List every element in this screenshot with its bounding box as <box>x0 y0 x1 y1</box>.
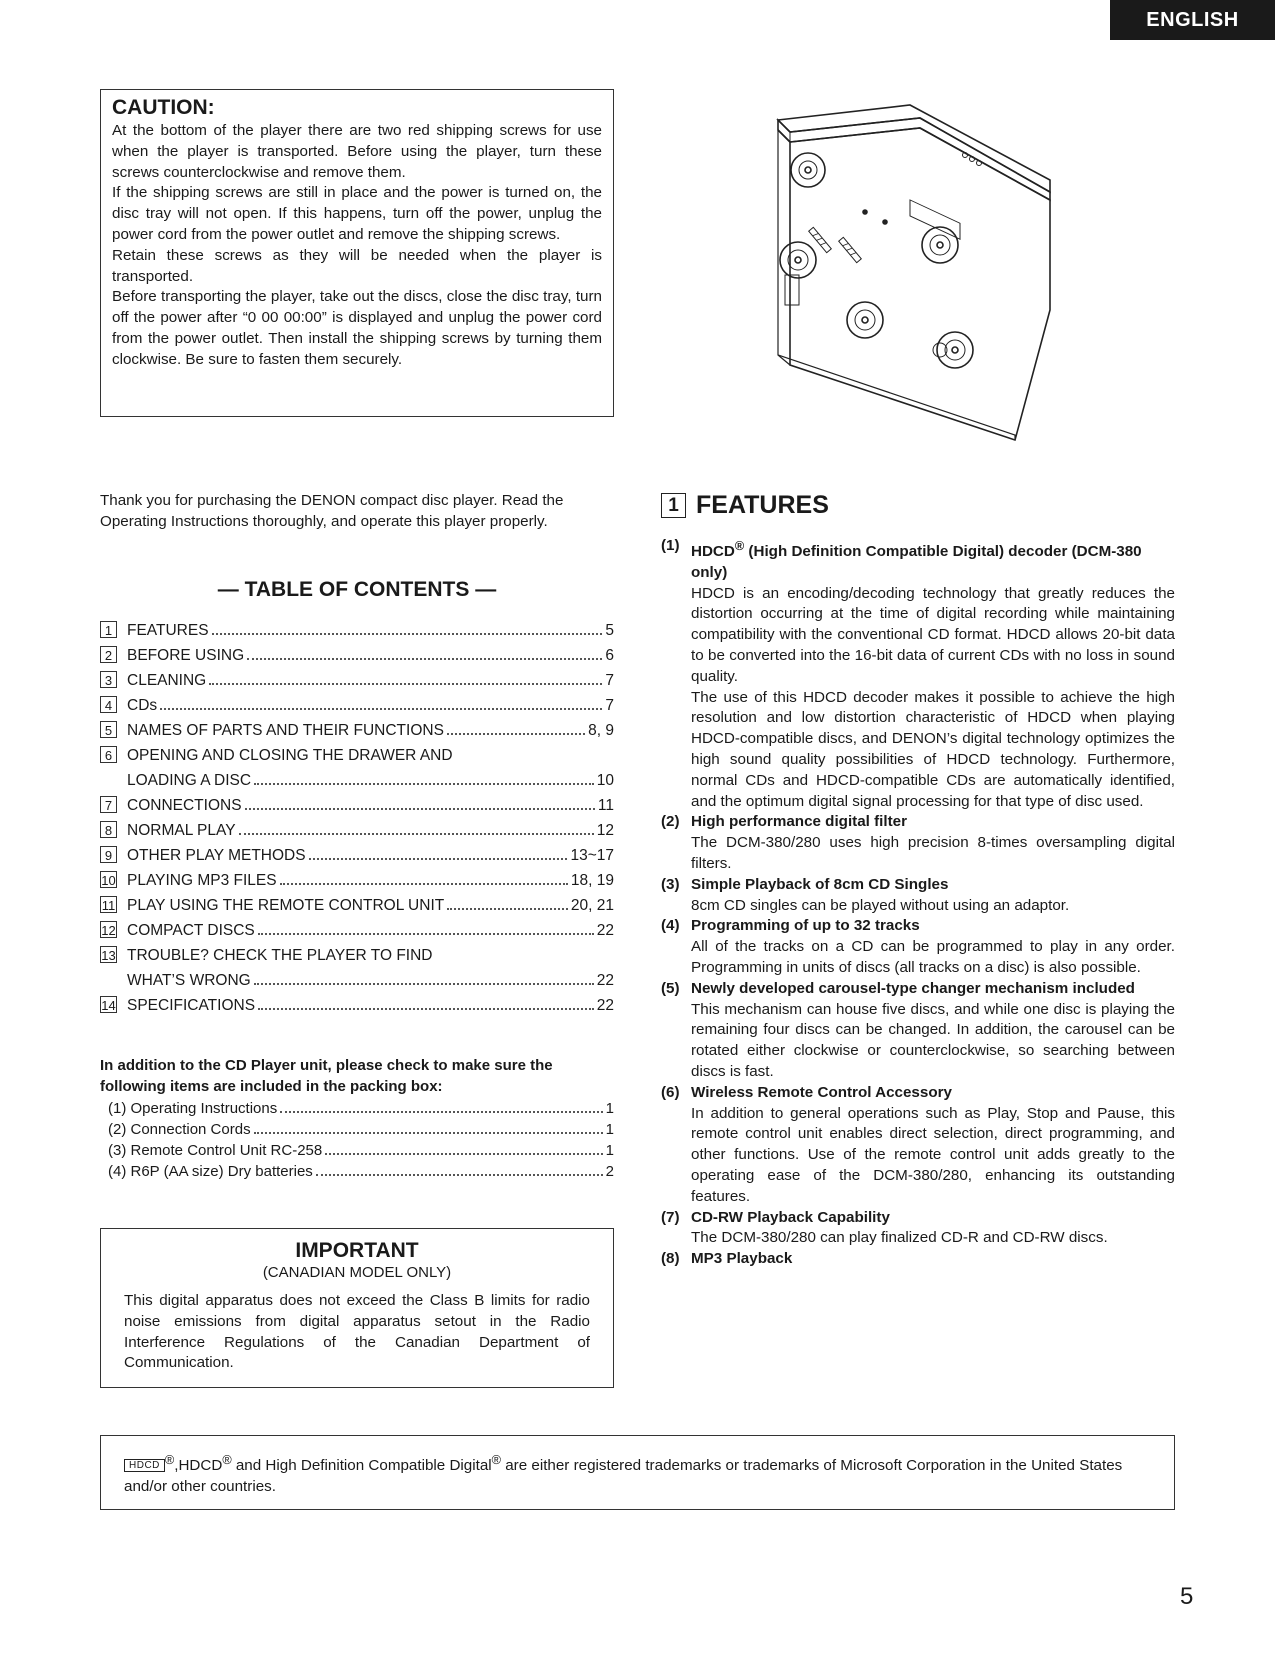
packing-list <box>108 1098 614 1182</box>
important-title: IMPORTANT <box>295 1239 419 1262</box>
packing-item-label: (4) R6P (AA size) Dry batteries <box>108 1163 313 1180</box>
feature-paragraph: HDCD is an encoding/decoding technology that greatly reduces the distortion occurring at the time of digital recording while maintaining compatibility with the conventional CD format. HDCD allows 20-bit data to be converted into the 16-bit data of current CDs with no loss in sound quality. <box>691 584 1175 685</box>
toc-title: — TABLE OF CONTENTS — <box>217 578 497 601</box>
feature-number: (2) <box>661 813 680 831</box>
player-bottom-illustration <box>760 100 1060 445</box>
caution-paragraph: If the shipping screws are still in place and the power is turned on, the disc tray will not open. If this happens, turn off the power, unplug the power cord from the power outlet and remove the shipping screws. <box>112 184 602 243</box>
toc-item-number: 1 <box>100 621 117 638</box>
toc-item-number: 14 <box>101 998 116 1013</box>
feature-title: Simple Playback of 8cm CD Singles <box>691 875 949 893</box>
toc-item-label: CLEANING <box>127 672 207 689</box>
toc-item-number: 12 <box>101 923 116 938</box>
feature-item <box>661 1208 1175 1250</box>
important-subtitle: (CANADIAN MODEL ONLY) <box>262 1264 452 1281</box>
toc-item-page: 7 <box>605 697 614 714</box>
trademark-text: HDCD ®,HDCD® and High Definition Compatible Digital® are either registered trademarks or trademarks of Microsoft Corporation in the United States and/or other countries. <box>124 1453 1123 1496</box>
toc-item-number: 8 <box>100 821 117 838</box>
feature-number: (5) <box>661 979 680 997</box>
trademark-box <box>100 1435 1175 1510</box>
foot <box>847 302 883 338</box>
feature-title: Wireless Remote Control Accessory <box>691 1083 952 1101</box>
feature-item <box>661 875 1175 917</box>
toc-item-page: 5 <box>605 622 614 639</box>
toc-item-label-line: TROUBLE? CHECK THE PLAYER TO FIND <box>127 947 433 964</box>
toc-item-cds[interactable] <box>100 693 614 718</box>
important-text: This digital apparatus does not exceed the Class B limits for radio noise emissions from digital apparatus setout in the Radio Interference Regulations of the Canadian Department of Communication. <box>124 1292 590 1372</box>
language-tab: ENGLISH <box>1110 0 1275 40</box>
packing-item-count: 1 <box>605 1100 614 1117</box>
toc-item-number: 11 <box>101 898 116 913</box>
toc-item-number: 4 <box>100 696 117 713</box>
toc-item-number: 9 <box>100 846 117 863</box>
feature-paragraph: This mechanism can house five discs, and while one disc is playing the remaining four discs can be changed. In addition, the carousel can be rotated either clockwise or counterclockwise, so searching between discs is fast. <box>691 1000 1175 1080</box>
toc-item-names-of-parts[interactable] <box>100 718 614 743</box>
toc-item-label: FEATURES <box>127 622 209 639</box>
features-heading <box>661 491 829 520</box>
foot <box>922 227 958 263</box>
page-number: 5 <box>1180 1583 1194 1610</box>
label-plate <box>785 275 799 305</box>
foot <box>780 242 816 278</box>
toc-item-label: COMPACT DISCS <box>127 922 255 939</box>
feature-title: MP3 Playback <box>691 1250 793 1268</box>
section-title: FEATURES <box>696 491 829 519</box>
packing-item-count: 1 <box>605 1142 614 1159</box>
hdcd-logo: HDCD <box>124 1459 165 1472</box>
list-item <box>108 1119 614 1140</box>
toc-item-page: 11 <box>597 797 614 814</box>
toc-item-label: PLAYING MP3 FILES <box>127 872 277 889</box>
toc-item-page: 13~17 <box>570 847 614 864</box>
list-item <box>108 1161 614 1182</box>
feature-item <box>661 1249 1175 1270</box>
feature-item <box>661 1083 1175 1208</box>
feature-paragraph: In addition to general operations such as Play, Stop and Pause, this remote control unit enables direct selection, direct programming, and other functions. Use of the remote control unit adds greatly to the operating ease of the DCM-380/280, enhancing its outstanding features. <box>691 1104 1175 1205</box>
feature-paragraph: The DCM-380/280 uses high precision 8-times oversampling digital filters. <box>691 834 1175 873</box>
packing-heading: In addition to the CD Player unit, please check to make sure the following items are included in the packing box: <box>100 1057 553 1095</box>
feature-number: (1) <box>661 537 680 554</box>
feature-title: High performance digital filter <box>691 813 908 831</box>
packing-item-label: (2) Connection Cords <box>108 1121 251 1138</box>
display-window <box>910 200 960 239</box>
toc-item-label: LOADING A DISC <box>127 772 252 789</box>
caution-paragraph: Before transporting the player, take out the discs, close the disc tray, turn off the power after “0 00 00:00” is displayed and unplug the power cord from the power outlet. Then install the shipping screws by turning them clockwise. Be sure to fasten them securely. <box>112 288 602 368</box>
important-box <box>100 1228 614 1388</box>
screw-hole <box>863 210 867 214</box>
bottom-panel <box>778 128 1050 440</box>
caution-paragraph: Retain these screws as they will be needed when the player is transported. <box>112 246 602 285</box>
toc-item-label: CDs <box>127 697 158 714</box>
packing-item-label: (1) Operating Instructions <box>108 1100 278 1117</box>
packing-item-count: 2 <box>605 1163 614 1180</box>
feature-paragraph: The use of this HDCD decoder makes it possible to achieve the high resolution and low distortion characteristic of HDCD when playing HDCD-compatible discs, and DENON’s digital technology optimizes the high sound quality possibilities of HDCD technology. Furthermore, normal CDs and HDCD-compatible CDs are automatically identified, and the optimum digital signal processing for that type of disc used. <box>691 688 1175 810</box>
feature-number: (6) <box>661 1083 680 1101</box>
toc-item-other-play-methods[interactable] <box>100 843 614 868</box>
shipping-screw <box>839 237 862 262</box>
feature-number: (7) <box>661 1208 680 1226</box>
feature-paragraph: All of the tracks on a CD can be programmed to play in any order. Programming in units of discs (all tracks on a disc) is also possible. <box>691 938 1175 976</box>
packing-item-label: (3) Remote Control Unit RC-258 <box>108 1142 323 1159</box>
toc-item-label: CONNECTIONS <box>127 797 242 814</box>
toc-item-opening-closing-drawer[interactable] <box>100 743 614 793</box>
toc-item-number: 13 <box>101 948 116 963</box>
toc-item-page: 22 <box>596 972 614 989</box>
toc-item-number: 7 <box>100 796 117 813</box>
caution-paragraph: At the bottom of the player there are two red shipping screws for use when the player is transported. Before using the player, turn these screws counterclockwise and remove them. <box>112 122 602 181</box>
toc-item-page: 22 <box>596 997 614 1014</box>
toc-item-label: WHAT’S WRONG <box>127 972 251 989</box>
toc-item-page: 22 <box>596 922 614 939</box>
toc-item-features[interactable] <box>100 618 614 643</box>
toc-item-label: NORMAL PLAY <box>127 822 236 839</box>
feature-title: CD-RW Playback Capability <box>691 1208 890 1226</box>
toc-item-number: 5 <box>100 721 117 738</box>
toc-item-cleaning[interactable] <box>100 668 614 693</box>
toc-item-specifications[interactable] <box>100 993 614 1018</box>
feature-title: HDCD® (High Definition Compatible Digital) decoder (DCM-380 only) <box>691 539 1142 581</box>
toc-item-number: 10 <box>101 873 116 888</box>
feature-paragraph: The DCM-380/280 can play finalized CD-R and CD-RW discs. <box>691 1229 1108 1247</box>
toc-item-number: 6 <box>100 746 117 763</box>
screw-hole <box>883 220 887 224</box>
toc-item-number: 3 <box>100 671 117 688</box>
feature-number: (4) <box>661 917 680 935</box>
intro-text: Thank you for purchasing the DENON compact disc player. Read the Operating Instructions thoroughly, and operate this player properly. <box>100 492 564 530</box>
toc-item-page: 6 <box>605 647 614 664</box>
table-of-contents <box>100 618 614 1018</box>
packing-item-count: 1 <box>605 1121 614 1138</box>
feature-item <box>661 979 1175 1083</box>
feature-title: Programming of up to 32 tracks <box>691 917 920 935</box>
toc-item-remote-control[interactable] <box>100 893 614 918</box>
feature-number: (8) <box>661 1250 680 1268</box>
toc-item-connections[interactable] <box>100 793 614 818</box>
toc-item-label: SPECIFICATIONS <box>127 997 256 1014</box>
list-item <box>108 1098 614 1119</box>
toc-item-compact-discs[interactable] <box>100 918 614 943</box>
toc-item-label: OTHER PLAY METHODS <box>127 847 306 864</box>
caution-title: CAUTION: <box>112 96 215 119</box>
section-number: 1 <box>661 493 686 518</box>
feature-paragraph: 8cm CD singles can be played without using an adaptor. <box>691 896 1070 914</box>
foot <box>937 332 973 368</box>
list-item <box>108 1140 614 1161</box>
toc-item-trouble[interactable] <box>100 943 614 993</box>
toc-item-normal-play[interactable] <box>100 818 614 843</box>
toc-item-page: 10 <box>596 772 614 789</box>
toc-item-before-using[interactable] <box>100 643 614 668</box>
feature-number: (3) <box>661 875 680 893</box>
features-list <box>661 536 1175 1270</box>
feature-item <box>661 812 1175 874</box>
foot <box>791 153 825 187</box>
toc-item-number: 2 <box>100 646 117 663</box>
toc-item-label-line: OPENING AND CLOSING THE DRAWER AND <box>127 747 453 764</box>
toc-item-page: 12 <box>596 822 614 839</box>
toc-item-label: BEFORE USING <box>127 647 245 664</box>
feature-item <box>661 536 1175 812</box>
toc-item-page: 7 <box>605 672 614 689</box>
toc-item-label: NAMES OF PARTS AND THEIR FUNCTIONS <box>127 722 444 739</box>
toc-item-label: PLAY USING THE REMOTE CONTROL UNIT <box>127 897 445 914</box>
feature-title: Newly developed carousel-type changer mechanism included <box>691 979 1135 997</box>
feature-item <box>661 916 1175 978</box>
toc-item-playing-mp3[interactable] <box>100 868 614 893</box>
toc-item-page: 20, 21 <box>570 897 614 914</box>
toc-item-page: 18, 19 <box>570 872 614 889</box>
caution-box <box>100 89 614 417</box>
toc-item-page: 8, 9 <box>588 722 614 739</box>
